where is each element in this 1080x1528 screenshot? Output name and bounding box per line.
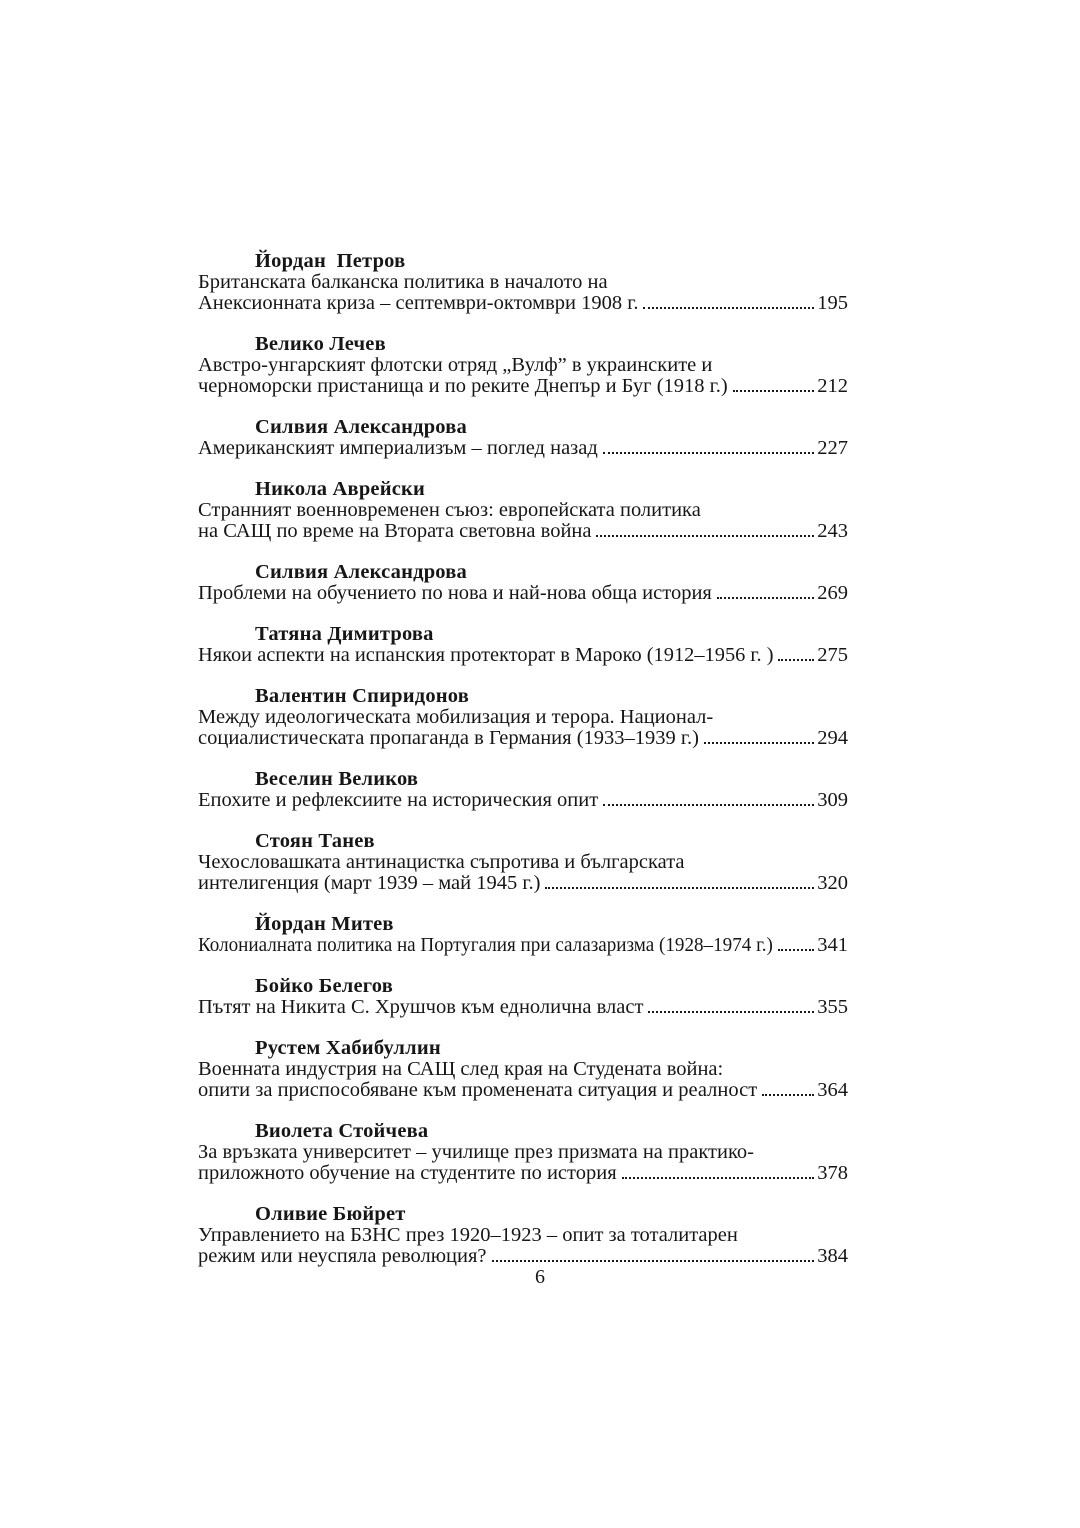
toc-title-text: черноморски пристанища и по реките Днепър и Буг (1918 г.)	[198, 375, 728, 397]
dot-leader	[762, 1094, 814, 1096]
dot-leader	[717, 597, 814, 599]
toc-title-text: Анексионната криза – септември-октомври 1908 г.	[198, 292, 639, 314]
dot-leader	[704, 742, 814, 744]
toc-page-ref: 275	[817, 644, 848, 666]
toc-title-line	[198, 997, 848, 1018]
toc-title-line	[198, 438, 848, 459]
toc-title-line: Военната индустрия на САЩ след края на Студената война:	[198, 1058, 724, 1080]
toc-entry-author: Никола Аврейски	[255, 478, 426, 500]
dot-leader	[648, 1011, 814, 1013]
toc-page-ref: 269	[817, 582, 848, 604]
toc-entry	[198, 562, 848, 604]
dot-leader	[603, 804, 814, 806]
toc-entry-author: Силвия Александрова	[255, 561, 467, 583]
table-of-contents	[198, 251, 848, 1267]
toc-entry-author: Бойко Белегов	[255, 975, 393, 997]
toc-title-line	[198, 790, 848, 811]
toc-title-line	[198, 935, 848, 956]
toc-entry-author: Йордан Митев	[255, 913, 394, 935]
toc-page-ref: 212	[817, 375, 848, 397]
toc-page-ref: 227	[817, 437, 848, 459]
toc-title-line	[198, 376, 848, 397]
toc-title-line: За връзката университет – училище през призмата на практико-	[198, 1141, 754, 1163]
toc-entry	[198, 686, 848, 749]
toc-page-ref: 309	[817, 789, 848, 811]
toc-entry	[198, 831, 848, 894]
toc-page-ref: 294	[817, 727, 848, 749]
dot-leader	[492, 1260, 815, 1262]
dot-leader	[603, 452, 814, 454]
toc-title-line	[198, 728, 848, 749]
toc-entry	[198, 334, 848, 397]
toc-title-text: приложното обучение на студентите по история	[198, 1162, 617, 1184]
toc-entry-author: Оливие Бюйрет	[255, 1203, 406, 1225]
toc-entry-author: Веселин Великов	[255, 768, 419, 790]
toc-entry-author: Татяна Димитрова	[255, 623, 434, 645]
dot-leader	[643, 307, 814, 309]
page-number: 6	[535, 1266, 545, 1288]
toc-title-text: на САЩ по време на Втората световна война	[198, 520, 592, 542]
toc-title-line	[198, 293, 848, 314]
toc-page-ref: 384	[817, 1245, 848, 1267]
toc-entry	[198, 976, 848, 1018]
toc-title-line	[198, 1080, 848, 1101]
toc-entry-author: Виолета Стойчева	[255, 1120, 429, 1142]
dot-leader	[778, 659, 814, 661]
toc-title-text: социалистическата пропаганда в Германия (1933–1939 г.)	[198, 727, 699, 749]
toc-title-text: интелигенция (март 1939 – май 1945 г.)	[198, 872, 541, 894]
toc-entry	[198, 1204, 848, 1267]
toc-title-line	[198, 873, 848, 894]
toc-title-line: Австро-унгарският флотски отряд „Вулф” в украинските и	[198, 354, 713, 376]
toc-title-text: Някои аспекти на испанския протекторат в Мароко (1912–1956 г. )	[198, 644, 774, 666]
toc-title-line: Странният военновременен съюз: европейската политика	[198, 499, 701, 521]
toc-entry	[198, 769, 848, 811]
toc-title-line: Британската балканска политика в началото на	[198, 271, 608, 293]
toc-entry	[198, 417, 848, 459]
toc-entry-author: Силвия Александрова	[255, 416, 467, 438]
toc-entry-author: Рустем Хабибуллин	[255, 1037, 441, 1059]
toc-entry-author: Йордан Петров	[255, 250, 406, 272]
toc-entry	[198, 914, 848, 956]
toc-entry	[198, 251, 848, 314]
toc-title-line	[198, 1246, 848, 1267]
toc-entry-author: Валентин Спиридонов	[255, 685, 470, 707]
toc-title-line: Между идеологическата мобилизация и терора. Национал-	[198, 706, 714, 728]
toc-entry-author: Велико Лечев	[255, 333, 386, 355]
toc-page-ref: 243	[817, 520, 848, 542]
toc-page-ref: 341	[817, 934, 848, 956]
toc-page-ref: 355	[817, 996, 848, 1018]
toc-page-ref: 320	[817, 872, 848, 894]
dot-leader	[596, 535, 814, 537]
dot-leader	[733, 390, 815, 392]
toc-title-line	[198, 521, 848, 542]
toc-title-line	[198, 645, 848, 666]
toc-title-line	[198, 583, 848, 604]
toc-entry	[198, 624, 848, 666]
toc-title-text: Пътят на Никита С. Хрушчов към еднолична власт	[198, 996, 644, 1018]
toc-title-text: Проблеми на обучението по нова и най-нова обща история	[198, 582, 712, 604]
toc-title-line: Чехословашката антинацистка съпротива и българската	[198, 851, 685, 873]
dot-leader	[778, 949, 814, 951]
toc-entry	[198, 479, 848, 542]
toc-page-ref: 195	[817, 292, 848, 314]
toc-entry	[198, 1121, 848, 1184]
toc-page-ref: 378	[817, 1162, 848, 1184]
toc-entry-author: Стоян Танев	[255, 830, 375, 852]
toc-title-text: Епохите и рефлексиите на историческия опит	[198, 789, 599, 811]
toc-title-line	[198, 1163, 848, 1184]
dot-leader	[622, 1177, 815, 1179]
toc-title-text: опити за приспособяване към променената ситуация и реалност	[198, 1079, 758, 1101]
dot-leader	[545, 887, 814, 889]
toc-title-line: Управлението на БЗНС през 1920–1923 – опит за тоталитарен	[198, 1224, 738, 1246]
toc-entry	[198, 1038, 848, 1101]
toc-title-text: Американският империализъм – поглед назад	[198, 437, 598, 459]
toc-title-text: Колониалната политика на Португалия при салазаризма (1928–1974 г.)	[198, 934, 773, 956]
toc-page-ref: 364	[817, 1079, 848, 1101]
toc-title-text: режим или неуспяла революция?	[198, 1245, 487, 1267]
